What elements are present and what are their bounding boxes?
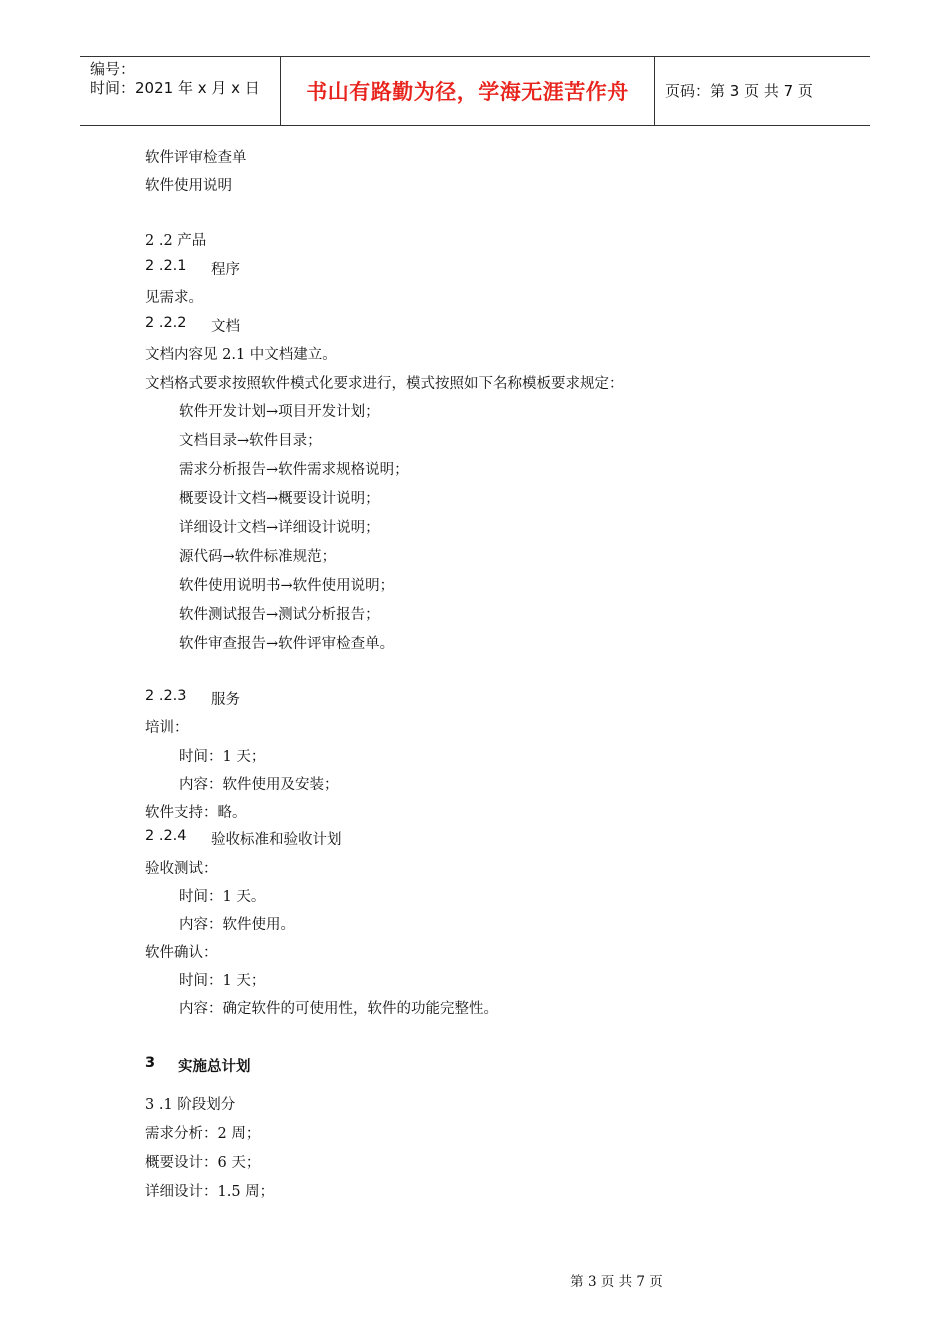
list-item: 需求分析报告→软件需求规格说明； (179, 462, 409, 478)
serial-label: 编号： (90, 60, 136, 78)
body-line: 内容：软件使用及安装； (179, 777, 339, 793)
list-item: 文档目录→软件目录； (179, 433, 322, 449)
header-motto: 书山有路勤为径，学海无涯苦作舟 (306, 80, 629, 104)
page-info: 页码：第 3 页 共 7 页 (665, 81, 813, 100)
page-header (80, 56, 870, 126)
section-number: 2 .2.2 (145, 315, 187, 331)
list-item: 概要设计文档→概要设计说明； (179, 491, 380, 507)
section-title: 程序 (211, 262, 240, 278)
body-line: 软件支持：略。 (145, 805, 247, 821)
section-number: 2 .2.3 (145, 688, 187, 704)
list-item: 软件测试报告→测试分析报告； (179, 607, 380, 623)
header-left-cell (80, 57, 281, 125)
section-heading: 2 .2 产品 (145, 233, 207, 249)
section-number: 2 .2.4 (145, 828, 187, 844)
body-line: 时间：1 天。 (179, 889, 266, 905)
subsection-heading (145, 258, 240, 278)
body-line: 内容：软件使用。 (179, 917, 295, 933)
section-number: 3 (145, 1055, 156, 1071)
body-line: 见需求。 (145, 290, 203, 306)
body-line: 软件评审检查单 (145, 150, 247, 166)
body-line: 软件确认： (145, 945, 218, 961)
body-line: 文档内容见 2.1 中文档建立。 (145, 347, 337, 363)
section-title: 文档 (211, 319, 240, 335)
list-item: 软件审查报告→软件评审检查单。 (179, 636, 395, 652)
body-line: 内容：确定软件的可使用性，软件的功能完整性。 (179, 1001, 498, 1017)
header-center-cell (281, 57, 655, 125)
body-line: 培训： (145, 720, 189, 736)
section-title: 服务 (211, 692, 240, 708)
header-right-cell (655, 57, 870, 125)
list-item: 详细设计文档→详细设计说明； (179, 520, 380, 536)
section-number: 2 .2.1 (145, 258, 187, 274)
body-line: 软件使用说明 (145, 178, 232, 194)
body-line: 时间：1 天； (179, 973, 266, 989)
list-item: 源代码→软件标准规范； (179, 549, 337, 565)
list-item: 软件开发计划→项目开发计划； (179, 404, 380, 420)
section-title: 实施总计划 (178, 1059, 251, 1075)
chapter-heading (145, 1055, 251, 1075)
page-footer: 第 3 页 共 7 页 (570, 1274, 663, 1290)
section-heading: 3 .1 阶段划分 (145, 1097, 236, 1113)
body-line: 详细设计：1.5 周； (145, 1184, 275, 1200)
subsection-heading (145, 828, 342, 848)
body-line: 需求分析：2 周； (145, 1126, 261, 1142)
body-line: 时间：1 天； (179, 749, 266, 765)
date-label: 时间：2021 年 x 月 x 日 (90, 79, 260, 97)
subsection-heading (145, 315, 240, 335)
list-item: 软件使用说明书→软件使用说明； (179, 578, 395, 594)
body-line: 验收测试： (145, 861, 218, 877)
body-line: 概要设计：6 天； (145, 1155, 261, 1171)
section-title: 验收标准和验收计划 (211, 832, 342, 848)
subsection-heading (145, 688, 240, 708)
body-line: 文档格式要求按照软件模式化要求进行，模式按照如下名称模板要求规定： (145, 376, 624, 392)
